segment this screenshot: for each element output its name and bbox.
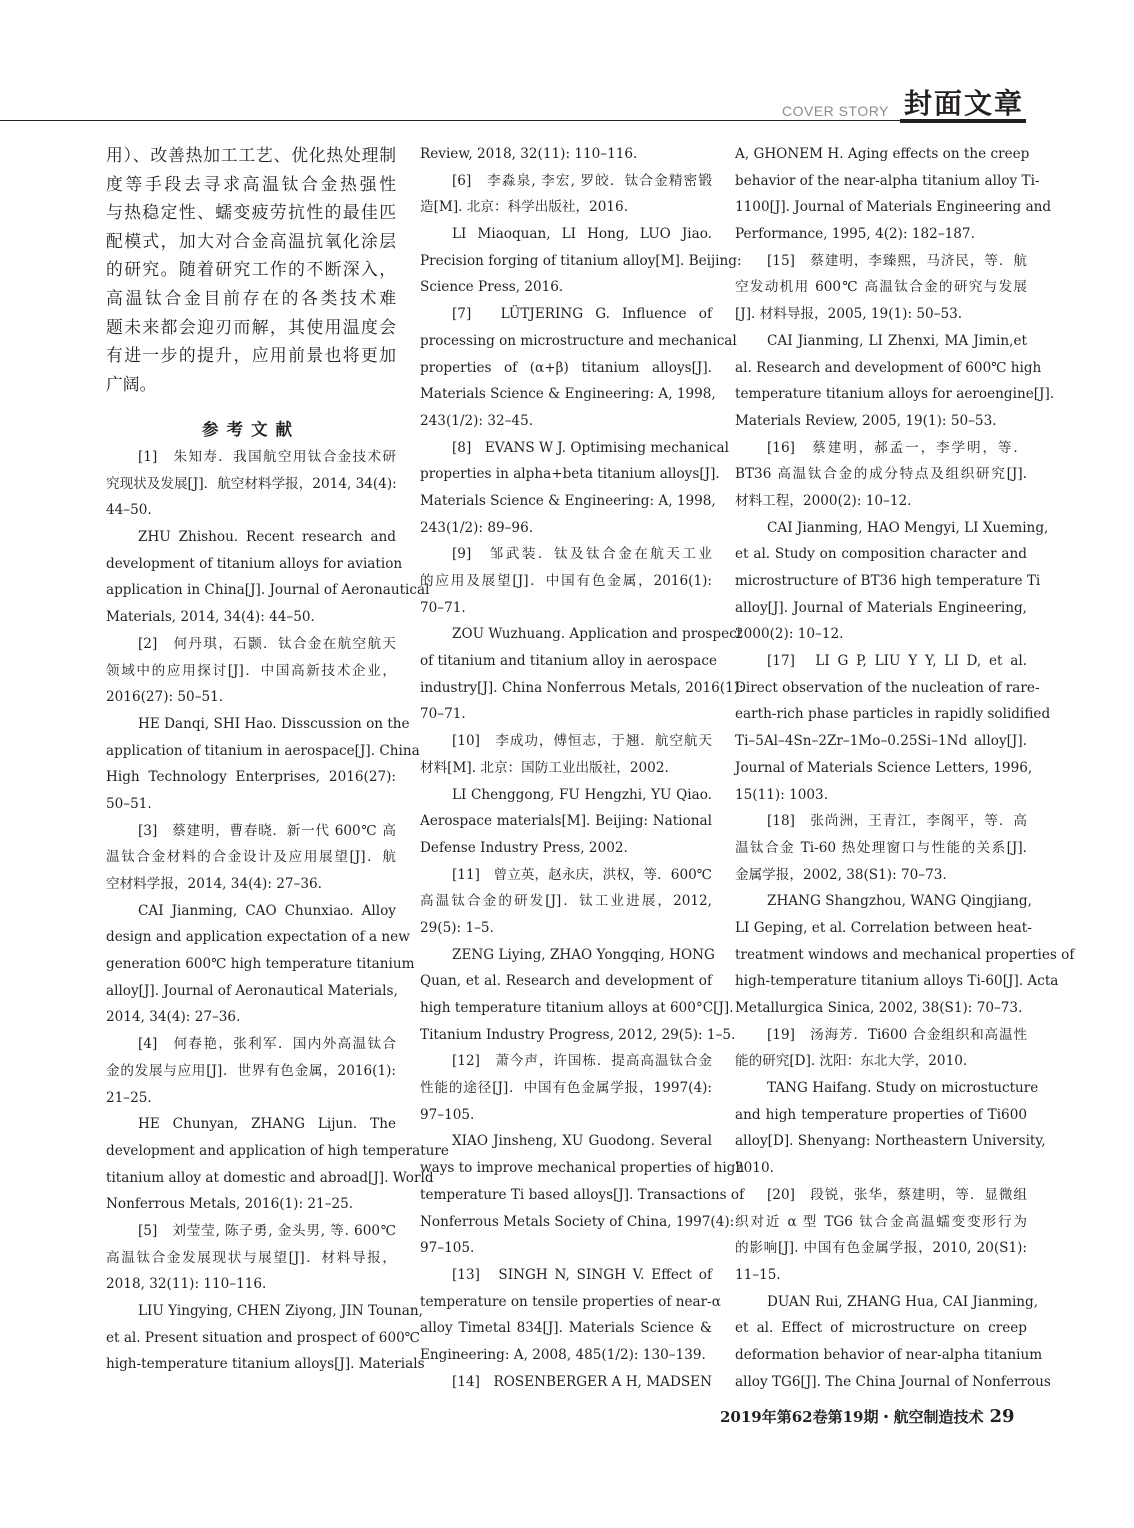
reference-line: A, GHONEM H. Aging effects on the creep	[735, 146, 1030, 162]
reference-line: and high temperature properties of Ti600	[735, 1106, 1027, 1123]
reference-line: [7] LÜTJERING G. Influence of	[452, 306, 712, 323]
reference-line: 1100[J]. Journal of Materials Engineering and	[735, 199, 1052, 216]
reference-line: et al. Present situation and prospect of 600℃	[106, 1329, 420, 1346]
reference-line: [10] 李成功，傅恒志，于翘．航空航天	[452, 733, 712, 750]
reference-line: [17] LI G P, LIU Y Y, LI D, et al.	[767, 653, 1027, 670]
text-line: 用）、改善热加工工艺、优化热处理制	[106, 145, 396, 165]
reference-line: LI Miaoquan, LI Hong, LUO Jiao.	[452, 226, 712, 243]
page-number: 29	[989, 1406, 1015, 1427]
reference-line: 温钛合金 Ti-60 热处理窗口与性能的关系[J].	[735, 839, 1027, 856]
reference-line: alloy[J]. Journal of Materials Engineering,	[735, 599, 1027, 616]
reference-line: et al. Study on composition character and	[735, 546, 1027, 563]
reference-line: 空发动机用 600℃ 高温钛合金的研究与发展	[735, 279, 1027, 296]
reference-line: design and application expectation of a new	[106, 929, 410, 946]
reference-line: Materials Science & Engineering: A, 1998,	[420, 492, 716, 509]
reference-line: [20] 段锐，张华，蔡建明，等．显微组	[767, 1186, 1027, 1203]
reference-line: [14] ROSENBERGER A H, MADSEN	[452, 1373, 712, 1390]
reference-line: 金属学报，2002, 38(S1): 70–73.	[735, 866, 947, 883]
column-2	[420, 141, 745, 1395]
reference-line: [11] 曾立英，赵永庆，洪权，等．600℃	[452, 866, 712, 883]
reference-line: [1] 朱知寿．我国航空用钛合金技术研	[138, 449, 396, 466]
reference-line: 性能的途径[J]．中国有色金属学报，1997(4):	[420, 1080, 712, 1097]
reference-line: [4] 何春艳，张利军．国内外高温钛合	[138, 1036, 396, 1053]
reference-line: 造[M]. 北京：科学出版社，2016.	[420, 199, 629, 216]
reference-line: 15(11): 1003.	[735, 786, 829, 803]
reference-line: properties in alpha+beta titanium alloys[J].	[420, 466, 720, 483]
reference-line: Nonferrous Metals Society of China, 1997(4):	[420, 1213, 735, 1230]
reference-line: 金的发展与应用[J]．世界有色金属，2016(1):	[106, 1062, 396, 1079]
reference-line: HE Chunyan, ZHANG Lijun. The	[138, 1116, 396, 1133]
reference-line: Aerospace materials[M]. Beijing: National	[420, 813, 712, 830]
reference-line: Science Press, 2016.	[420, 279, 564, 296]
reference-line: Precision forging of titanium alloy[M]. Beijing:	[420, 252, 742, 269]
reference-line: [3] 蔡建明，曹春晓．新一代 600℃ 高	[138, 822, 396, 839]
reference-line: application in China[J]. Journal of Aeronautical	[106, 582, 430, 599]
reference-line: Titanium Industry Progress, 2012, 29(5): 1–5.	[420, 1026, 736, 1043]
text-line: 广阔。	[106, 373, 157, 394]
reference-line: alloy[J]. Journal of Aeronautical Materials,	[106, 982, 398, 999]
reference-line: 2016(27): 50–51.	[106, 689, 224, 706]
reference-line: Defense Industry Press, 2002.	[420, 839, 628, 856]
reference-line: Nonferrous Metals, 2016(1): 21–25.	[106, 1196, 354, 1213]
reference-line: 的应用及展望[J]．中国有色金属，2016(1):	[420, 573, 712, 589]
reference-line: TANG Haifang. Study on microstucture	[767, 1080, 1039, 1097]
header-rule	[0, 120, 1026, 121]
reference-line: 21–25.	[106, 1089, 152, 1106]
reference-line: Direct observation of the nucleation of rare-	[735, 679, 1040, 696]
reference-line: ZHU Zhishou. Recent research and	[138, 529, 396, 546]
text-line: 度等手段去寻求高温钛合金热强性	[106, 173, 396, 194]
reference-line: treatment windows and mechanical properties of	[735, 946, 1075, 963]
reference-line: development of titanium alloys for aviation	[106, 555, 403, 572]
reference-line: alloy Timetal 834[J]. Materials Science &	[420, 1320, 712, 1337]
text-line: 高温钛合金目前存在的各类技术难	[106, 287, 396, 308]
reference-line: high-temperature titanium alloys Ti-60[J]. Acta	[735, 973, 1059, 990]
reference-line: alloy TG6[J]. The China Journal of Nonferrous	[735, 1373, 1051, 1390]
reference-line: XIAO Jinsheng, XU Guodong. Several	[452, 1133, 712, 1150]
page-footer	[720, 1406, 1015, 1427]
reference-line: behavior of the near-alpha titanium alloy Ti-	[735, 172, 1040, 189]
reference-line: 高温钛合金发展现状与展望[J]．材料导报，	[106, 1249, 396, 1266]
spacer	[106, 398, 396, 417]
reference-line: 2018, 32(11): 110–116.	[106, 1276, 267, 1293]
reference-line: [16] 蔡建明，郝孟一，李学明，等．	[767, 439, 1027, 456]
reference-line: Ti–5Al–4Sn–2Zr–1Mo–0.25Si–1Nd alloy[J].	[735, 733, 1027, 750]
reference-line: [13] SINGH N, SINGH V. Effect of	[452, 1266, 712, 1283]
reference-line: 材料工程，2000(2): 10–12.	[735, 492, 912, 509]
reference-line: CAI Jianming, LI Zhenxi, MA Jimin,et	[767, 332, 1027, 349]
reference-line: Journal of Materials Science Letters, 1996,	[735, 759, 1033, 776]
reference-line: 243(1/2): 89–96.	[420, 519, 534, 536]
section-title-zh: 封面文章	[904, 87, 1025, 120]
reference-line: LI Chenggong, FU Hengzhi, YU Qiao.	[452, 786, 712, 803]
reference-line: High Technology Enterprises, 2016(27):	[106, 769, 396, 786]
reference-line: 243(1/2): 32–45.	[420, 412, 534, 429]
reference-line: titanium alloy at domestic and abroad[J]. World	[106, 1169, 434, 1186]
column-3	[735, 141, 1075, 1395]
reference-line: [18] 张尚洲，王青江，李阁平，等．高	[767, 813, 1027, 830]
reference-line: of titanium and titanium alloy in aerospace	[420, 653, 717, 670]
reference-line: temperature on tensile properties of near-α	[420, 1293, 721, 1310]
reference-line: processing on microstructure and mechanical	[420, 332, 737, 349]
reference-line: [9] 邹武装．钛及钛合金在航天工业	[452, 546, 712, 563]
reference-line: [5] 刘莹莹, 陈子勇, 金头男, 等. 600℃	[138, 1222, 396, 1239]
issue-info: 2019年第62卷第19期・航空制造技术	[720, 1408, 984, 1426]
reference-line: 空材料学报，2014, 34(4): 27–36.	[106, 876, 322, 893]
reference-line: Engineering: A, 2008, 485(1/2): 130–139.	[420, 1346, 706, 1363]
reference-line: properties of (α+β) titanium alloys[J].	[420, 359, 712, 376]
reference-line: 70–71.	[420, 599, 466, 616]
text-line: 有进一步的提升，应用前景也将更加	[106, 345, 396, 366]
reference-line: 29(5): 1–5.	[420, 919, 494, 936]
reference-line: Performance, 1995, 4(2): 182–187.	[735, 226, 975, 243]
reference-line: [15] 蔡建明，李臻熙，马济民，等．航	[767, 252, 1027, 269]
reference-line: alloy[D]. Shenyang: Northeastern University,	[735, 1133, 1046, 1150]
reference-line: Materials Science & Engineering: A, 1998,	[420, 386, 716, 403]
reference-line: [J]. 材料导报，2005, 19(1): 50–53.	[735, 306, 963, 323]
reference-line: [12] 萧今声，许国栋．提高高温钛合金	[452, 1053, 712, 1070]
reference-line: 材料[M]. 北京：国防工业出版社，2002.	[420, 759, 669, 776]
text-line: 题未来都会迎刃而解，其使用温度会	[106, 316, 396, 337]
reference-line: 70–71.	[420, 706, 466, 723]
reference-line: Materials, 2014, 34(4): 44–50.	[106, 609, 315, 626]
reference-line: 2014, 34(4): 27–36.	[106, 1009, 241, 1026]
reference-line: 高温钛合金的研发[J]．钛工业进展，2012,	[420, 893, 712, 910]
reference-line: microstructure of BT36 high temperature Ti	[735, 573, 1041, 589]
reference-line: high-temperature titanium alloys[J]. Materials	[106, 1356, 425, 1373]
reference-line: BT36 高温钛合金的成分特点及组织研究[J].	[735, 466, 1027, 483]
reference-line: temperature Ti based alloys[J]. Transactions of	[420, 1186, 745, 1203]
reference-line: Review, 2018, 32(11): 110–116.	[420, 146, 638, 162]
reference-line: Materials Review, 2005, 19(1): 50–53.	[735, 412, 997, 429]
reference-line: ZOU Wuzhuang. Application and prospect	[452, 626, 743, 643]
reference-line: 11–15.	[735, 1266, 781, 1283]
reference-line: development and application of high temperature	[106, 1142, 449, 1159]
reference-line: 97–105.	[420, 1106, 475, 1123]
text-line: 配模式，加大对合金高温抗氧化涂层	[106, 230, 396, 251]
reference-line: ZHANG Shangzhou, WANG Qingjiang,	[767, 893, 1032, 910]
body-paragraph	[106, 141, 396, 398]
text-line: 与热稳定性、蠕变疲劳抗性的最佳匹	[106, 202, 396, 223]
reference-line: 2010.	[735, 1160, 774, 1177]
references-heading: 参考文献	[202, 420, 300, 440]
reference-line: 能的研究[D]. 沈阳：东北大学，2010.	[735, 1053, 968, 1070]
reference-line: et al. Effect of microstructure on creep	[735, 1320, 1027, 1337]
reference-line: CAI Jianming, CAO Chunxiao. Alloy	[138, 902, 396, 919]
reference-line: CAI Jianming, HAO Mengyi, LI Xueming,	[767, 519, 1049, 536]
reference-line: al. Research and development of 600℃ high	[735, 359, 1042, 376]
reference-line: generation 600℃ high temperature titanium	[106, 956, 415, 973]
reference-line: 44–50.	[106, 502, 152, 519]
reference-line: Metallurgica Sinica, 2002, 38(S1): 70–73.	[735, 1000, 1023, 1016]
reference-line: Quan, et al. Research and development of	[420, 973, 712, 990]
reference-line: HE Danqi, SHI Hao. Disscussion on the	[138, 715, 410, 732]
reference-line: LIU Yingying, CHEN Ziyong, JIN Tounan,	[138, 1303, 423, 1320]
reference-line: 97–105.	[420, 1240, 475, 1257]
reference-line: 的影响[J]. 中国有色金属学报，2010, 20(S1):	[735, 1240, 1027, 1257]
reference-line: industry[J]. China Nonferrous Metals, 2016(1):	[420, 679, 744, 696]
reference-line: 2000(2): 10–12.	[735, 626, 844, 643]
section-label-en: COVER STORY	[782, 103, 889, 119]
reference-line: [6] 李淼泉, 李宏, 罗皎．钛合金精密锻	[452, 172, 712, 189]
reference-line: earth-rich phase particles in rapidly solidified	[735, 706, 1051, 723]
reference-line: application of titanium in aerospace[J]. China	[106, 742, 420, 759]
reference-line: ways to improve mechanical properties of high	[420, 1160, 745, 1177]
reference-line: ZENG Liying, ZHAO Yongqing, HONG	[452, 946, 715, 963]
reference-line: 领域中的应用探讨[J]．中国高新技术企业，	[106, 662, 396, 679]
text-line: 的研究。随着研究工作的不断深入，	[106, 259, 396, 280]
reference-line: high temperature titanium alloys at 600°C[J].	[420, 1000, 734, 1016]
reference-line: DUAN Rui, ZHANG Hua, CAI Jianming,	[767, 1293, 1039, 1310]
reference-line: [8] EVANS W J. Optimising mechanical	[452, 439, 729, 456]
reference-line: 究现状及发展[J]．航空材料学报，2014, 34(4):	[106, 475, 397, 492]
reference-line: [19] 汤海芳．Ti600 合金组织和高温性	[767, 1026, 1027, 1043]
reference-line: LI Geping, et al. Correlation between heat-	[735, 919, 1032, 936]
reference-line: 织对近 α 型 TG6 钛合金高温蠕变变形行为	[735, 1213, 1027, 1230]
reference-line: 温钛合金材料的合金设计及应用展望[J]．航	[106, 849, 396, 866]
reference-line: deformation behavior of near-alpha titanium	[735, 1346, 1043, 1363]
reference-line: 50–51.	[106, 795, 152, 812]
reference-line: [2] 何丹琪，石颢．钛合金在航空航天	[138, 635, 396, 652]
reference-line: temperature titanium alloys for aeroengine[J].	[735, 386, 1055, 403]
